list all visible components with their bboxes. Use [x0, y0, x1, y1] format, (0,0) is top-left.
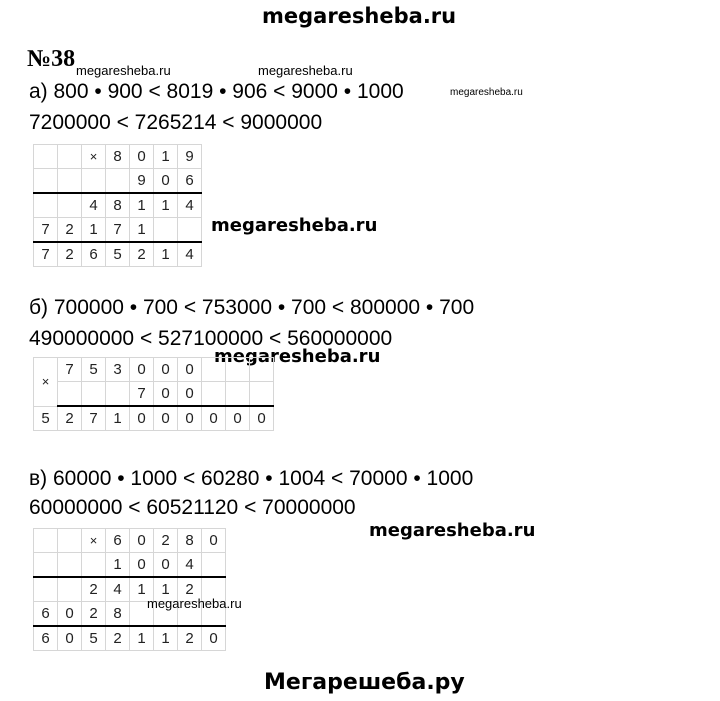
grid-cell: 7: [34, 242, 58, 267]
grid-cell: 9: [130, 169, 154, 194]
site-brand-header: megaresheba.ru: [262, 4, 457, 28]
grid-cell: 9: [178, 145, 202, 169]
grid-cell: 7: [82, 406, 106, 431]
grid-cell: 0: [226, 406, 250, 431]
grid-cell: 8: [106, 193, 130, 218]
part-c-result: 60000000 < 60521120 < 70000000: [29, 496, 356, 519]
grid-cell: 0: [154, 358, 178, 382]
grid-cell: 1: [130, 193, 154, 218]
grid-cell: [202, 358, 226, 382]
grid-cell: 2: [130, 242, 154, 267]
watermark: megaresheba.ru: [369, 520, 536, 541]
grid-cell: 1: [82, 218, 106, 243]
grid-cell: [154, 218, 178, 243]
grid-cell: 0: [202, 406, 226, 431]
site-brand-footer: Мегарешеба.ру: [264, 670, 465, 695]
grid-cell: 1: [154, 577, 178, 602]
grid-cell: 7: [106, 218, 130, 243]
grid-cell: [82, 553, 106, 578]
grid-cell: [34, 193, 58, 218]
grid-cell: 0: [130, 145, 154, 169]
grid-cell: 0: [178, 358, 202, 382]
task-number: №38: [27, 46, 76, 72]
grid-cell: 0: [154, 169, 178, 194]
grid-cell: 0: [130, 358, 154, 382]
grid-cell: [58, 577, 82, 602]
grid-cell: 0: [202, 626, 226, 651]
grid-cell: [106, 169, 130, 194]
grid-cell: [58, 145, 82, 169]
grid-cell: 1: [106, 553, 130, 578]
grid-cell: [58, 169, 82, 194]
grid-cell: [106, 382, 130, 407]
part-b-inequality: б) 700000 • 700 < 753000 • 700 < 800000 • 700: [29, 296, 475, 319]
grid-cell: 0: [130, 406, 154, 431]
grid-cell: 8: [106, 145, 130, 169]
part-c-multiplication-grid: [33, 528, 226, 651]
grid-cell: 0: [178, 382, 202, 407]
grid-cell: 2: [82, 602, 106, 627]
grid-cell: [178, 218, 202, 243]
grid-cell: [226, 358, 250, 382]
grid-cell: 0: [58, 626, 82, 651]
grid-cell: 8: [106, 602, 130, 627]
grid-cell: 1: [154, 145, 178, 169]
grid-cell: 0: [154, 382, 178, 407]
grid-cell: 6: [106, 529, 130, 553]
grid-cell: [202, 382, 226, 407]
grid-cell: 4: [82, 193, 106, 218]
grid-cell: 0: [178, 406, 202, 431]
grid-cell: [82, 169, 106, 194]
grid-cell: [34, 529, 58, 553]
grid-cell: 2: [106, 626, 130, 651]
watermark: megaresheba.ru: [450, 87, 523, 98]
grid-cell: [250, 382, 274, 407]
part-a-result: 7200000 < 7265214 < 9000000: [29, 111, 323, 134]
grid-cell: 1: [154, 242, 178, 267]
grid-cell: 4: [178, 242, 202, 267]
grid-cell: 5: [106, 242, 130, 267]
grid-cell: [82, 382, 106, 407]
grid-cell: 1: [106, 406, 130, 431]
grid-cell: 2: [178, 577, 202, 602]
grid-cell: 5: [34, 406, 58, 431]
grid-cell: 6: [34, 626, 58, 651]
grid-cell: 8: [178, 529, 202, 553]
grid-cell: [34, 553, 58, 578]
grid-cell: 0: [250, 406, 274, 431]
watermark: megaresheba.ru: [258, 63, 353, 78]
grid-cell: 2: [178, 626, 202, 651]
grid-cell: [58, 553, 82, 578]
grid-cell: 2: [154, 529, 178, 553]
grid-cell: 4: [178, 193, 202, 218]
grid-cell: 1: [130, 626, 154, 651]
grid-cell: [58, 529, 82, 553]
grid-cell: 4: [106, 577, 130, 602]
grid-cell: 1: [154, 626, 178, 651]
grid-cell: [226, 382, 250, 407]
grid-cell: [34, 145, 58, 169]
grid-cell: [34, 169, 58, 194]
part-b-result: 490000000 < 527100000 < 560000000: [29, 327, 393, 350]
grid-cell: [58, 193, 82, 218]
part-c-inequality: в) 60000 • 1000 < 60280 • 1004 < 70000 • 1000: [29, 467, 474, 490]
part-a-multiplication-grid: [33, 144, 202, 267]
grid-cell: 0: [58, 602, 82, 627]
grid-cell: 3: [106, 358, 130, 382]
grid-cell: 0: [154, 553, 178, 578]
grid-cell: 2: [58, 242, 82, 267]
grid-cell: [202, 553, 226, 578]
grid-cell: 0: [154, 406, 178, 431]
watermark: megaresheba.ru: [214, 346, 381, 367]
grid-cell: 1: [130, 577, 154, 602]
grid-cell: 5: [82, 358, 106, 382]
grid-cell: 1: [130, 218, 154, 243]
watermark: megaresheba.ru: [211, 215, 378, 236]
grid-cell: 0: [130, 553, 154, 578]
grid-cell: 7: [130, 382, 154, 407]
grid-cell: [34, 577, 58, 602]
multiply-sign: ×: [82, 145, 106, 169]
grid-cell: 2: [58, 406, 82, 431]
grid-cell: [250, 358, 274, 382]
multiply-sign: ×: [34, 358, 58, 407]
watermark: megaresheba.ru: [76, 63, 171, 78]
grid-cell: 5: [82, 626, 106, 651]
grid-cell: 0: [130, 529, 154, 553]
multiply-sign: ×: [82, 529, 106, 553]
grid-cell: 6: [34, 602, 58, 627]
grid-cell: 2: [82, 577, 106, 602]
watermark: megaresheba.ru: [147, 596, 242, 611]
grid-cell: [58, 382, 82, 407]
grid-cell: 4: [178, 553, 202, 578]
grid-cell: 6: [82, 242, 106, 267]
part-a-inequality: а) 800 • 900 < 8019 • 906 < 9000 • 1000: [29, 80, 404, 103]
part-b-multiplication-grid: [33, 357, 274, 431]
grid-cell: 7: [34, 218, 58, 243]
grid-cell: 6: [178, 169, 202, 194]
grid-cell: 7: [58, 358, 82, 382]
grid-cell: 2: [58, 218, 82, 243]
grid-cell: 0: [202, 529, 226, 553]
grid-cell: 1: [154, 193, 178, 218]
